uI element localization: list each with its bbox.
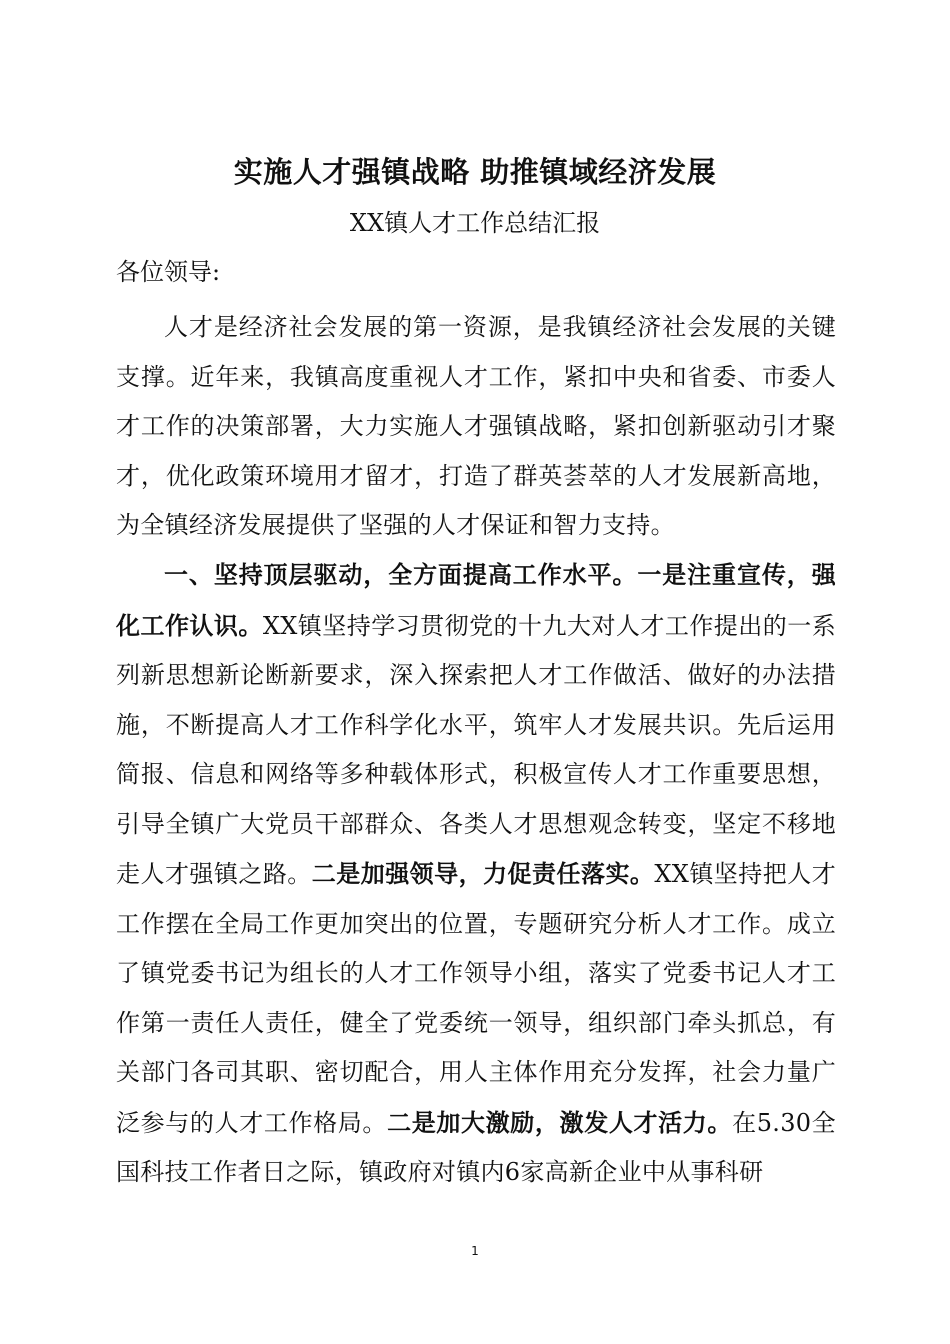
point-text: 在5.30全国科技工作者日之际，镇政府对镇内6家高新企业中从事科研 (116, 1108, 836, 1186)
page-number: 1 (471, 1244, 479, 1258)
point-title: 二是加强领导，力促责任落实。 (311, 859, 655, 888)
paragraph-intro: 人才是经济社会发展的第一资源，是我镇经济社会发展的关键支撑。近年来，我镇高度重视人才工作，紧扣中央和省委、市委人才工作的决策部署，大力实施人才强镇战略，紧扣创新驱动引才聚才，优化政策环境用才留才，打造了群英荟萃的人才发展新高地，为全镇经济发展提供了坚强的人才保证和智力支持。 (116, 313, 836, 539)
document-subtitle: XX镇人才工作总结汇报 (349, 209, 601, 237)
section-heading: 一、坚持顶层驱动，全方面提高工作水平。 (164, 561, 638, 589)
point-title: 一是注重宣传，强化工作认识。 (116, 560, 836, 640)
paragraph-section-one (116, 550, 836, 1198)
salutation: 各位领导: (116, 258, 221, 286)
point-title: 二是加大激励，激发人才活力。 (387, 1107, 733, 1137)
point-text: XX镇坚持把人才工作摆在全局工作更加突出的位置，专题研究分析人才工作。成立了镇党委书记为组长的人才工作领导小组，落实了党委书记人才工作第一责任人责任，健全了党委统一领导，组织部门牵头抓总，有关部门各司其职、密切配合，用人主体作用充分发挥，社会力量广泛参与的人才工作格局。 (116, 860, 836, 1137)
document-title: 实施人才强镇战略 助推镇域经济发展 (233, 155, 717, 189)
point-text: XX镇坚持学习贯彻党的十九大对人才工作提出的一系列新思想新论断新要求，深入探索把人才工作做活、做好的办法措施，不断提高人才工作科学化水平，筑牢人才发展共识。先后运用简报、信息和网络等多种载体形式，积极宣传人才工作重要思想，引导全镇广大党员干部群众、各类人才思想观念转变，坚定不移地走人才强镇之路。 (116, 611, 836, 888)
